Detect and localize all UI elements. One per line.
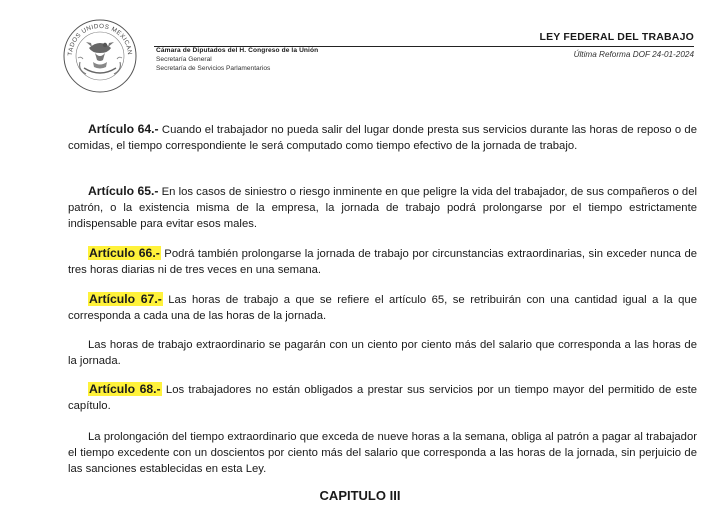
last-reform-date: Última Reforma DOF 24-01-2024 — [573, 50, 694, 59]
coat-of-arms-seal-icon — [62, 18, 138, 94]
article-68-label-highlighted: Artículo 68.- — [89, 382, 161, 396]
seal-text: TADOS UNIDOS MEXICAN — [66, 22, 134, 56]
article-67-second-paragraph — [68, 337, 697, 369]
article-67-paragraph — [68, 291, 697, 324]
article-68-paragraph — [68, 381, 697, 414]
article-68-second-text: La prolongación del tiempo extraordinario que exceda de nueve horas a la semana, obliga al patrón a pagar al trabajador el tiempo excedente con un doscientos por ciento más del salario que corresponda a las horas de la jornada, sin perjuicio de las sanciones establecidas en esta Ley. — [68, 431, 697, 475]
article-67-text: Las horas de trabajo a que se refiere el artículo 65, se retribuirán con una cantidad igual a la que corresponda a cada una de las horas de la jornada. — [68, 294, 697, 322]
article-64-paragraph — [68, 121, 697, 154]
article-65-text: En los casos de siniestro o riesgo inminente en que peligre la vida del trabajador, de sus compañeros o del patrón, o la existencia misma de la empresa, la jornada de trabajo podrá prolongarse por el tiempo estrictamente indispensable para evitar esos males. — [68, 186, 697, 230]
law-title: LEY FEDERAL DEL TRABAJO — [539, 31, 694, 43]
services-name: Secretaría de Servicios Parlamentarios — [156, 65, 271, 72]
article-67-label-highlighted: Artículo 67.- — [89, 292, 162, 306]
chamber-block — [156, 46, 456, 73]
secretariat-name: Secretaría General — [156, 56, 212, 63]
article-68-text: Los trabajadores no están obligados a prestar sus servicios por un tiempo mayor del permitido de este capítulo. — [68, 384, 697, 412]
article-68-second-paragraph — [68, 429, 697, 477]
article-65-paragraph — [68, 183, 697, 232]
article-64-text: Cuando el trabajador no pueda salir del lugar donde presta sus servicios durante las horas de reposo o de comidas, el tiempo correspondiente le será computado como tiempo efectivo de la jornada de trabajo. — [68, 124, 697, 152]
article-66-paragraph — [68, 245, 697, 278]
header-divider — [154, 46, 694, 47]
article-67-second-text: Las horas de trabajo extraordinario se pagarán con un ciento por ciento más del salario que corresponda a las horas de la jornada. — [68, 339, 697, 367]
article-65-label: Artículo 65.- — [88, 184, 159, 198]
article-66-label-highlighted: Artículo 66.- — [89, 246, 160, 260]
article-64-label: Artículo 64.- — [88, 122, 159, 136]
chamber-name: Cámara de Diputados del H. Congreso de la Unión — [156, 47, 319, 54]
chapter-heading: CAPITULO III — [319, 488, 401, 503]
article-66-text: Podrá también prolongarse la jornada de trabajo por circunstancias extraordinarias, sin exceder nunca de tres horas diarias ni de tres veces en una semana. — [68, 248, 698, 276]
